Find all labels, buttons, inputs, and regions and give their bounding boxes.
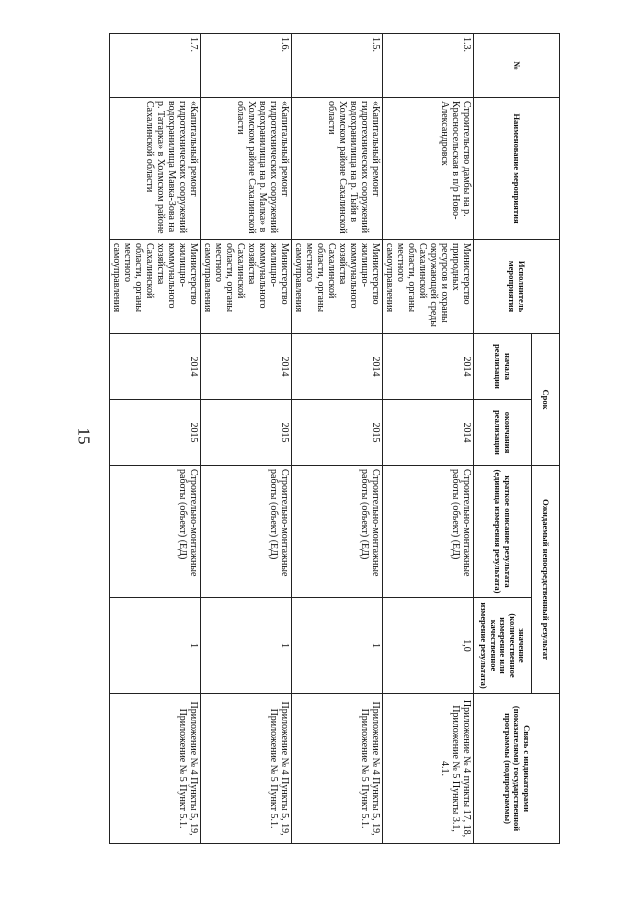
result-value: 1	[292, 598, 383, 694]
header-row-top	[532, 34, 560, 844]
rotated-table-sheet	[111, 33, 560, 843]
row-number: 1.3.	[383, 34, 474, 98]
start-year: 2014	[110, 334, 201, 400]
indicator-link: Приложение № 4 пункты 17, 18, Приложение № 5 Пункты 3.1, 4.1.	[383, 694, 474, 844]
activity-name: Строительство дамбы на р. Красносельская в п/р Ново-Александровск	[383, 98, 474, 240]
row-number: 1.6.	[201, 34, 292, 98]
activity-name: «Капитальный ремонт гидротехнических сооружений водохранилища на р. Тыйя в Холмском районе Сахалинской области	[292, 98, 383, 240]
start-year: 2014	[383, 334, 474, 400]
table-row	[383, 34, 474, 844]
start-year: 2014	[292, 334, 383, 400]
result-description: Строительно-монтажные работы (объект) (ЕД)	[292, 466, 383, 598]
executor: Министерство жилищно-коммунального хозяйства Сахалинской области, органы местного самоуправления	[110, 240, 201, 334]
end-year: 2014	[383, 400, 474, 466]
header-term: Срок	[532, 334, 560, 466]
activity-name: «Капитальный ремонт гидротехнических сооружений водохранилища Мавка-Зова на р. Татарка» в Холмском районе Сахалинской области	[110, 98, 201, 240]
end-year: 2015	[201, 400, 292, 466]
indicator-link: Приложение № 4 Пункты 5, 19, Приложение № 5 Пункт 5.1.	[292, 694, 383, 844]
header-expected: Ожидаемый непосредственный результат	[532, 466, 560, 694]
result-description: Строительно-монтажные работы (объект) (ЕД)	[383, 466, 474, 598]
table-row	[110, 34, 201, 844]
row-number: 1.7.	[110, 34, 201, 98]
table-row	[292, 34, 383, 844]
header-start: начала реализации	[474, 334, 532, 400]
result-description: Строительно-монтажные работы (объект) (ЕД)	[110, 466, 201, 598]
end-year: 2015	[292, 400, 383, 466]
result-value: 1	[110, 598, 201, 694]
indicator-link: Приложение № 4 Пункты 5, 19, Приложение № 5 Пункт 5.1.	[201, 694, 292, 844]
table-row	[201, 34, 292, 844]
executor: Министерство жилищно-коммунального хозяйства Сахалинской области, органы местного самоуправления	[201, 240, 292, 334]
result-value: 1	[201, 598, 292, 694]
end-year: 2015	[110, 400, 201, 466]
header-value: значение (количественное измерение или качественное измерение результата)	[474, 598, 532, 694]
result-description: Строительно-монтажные работы (объект) (ЕД)	[201, 466, 292, 598]
header-short-desc: краткое описание результата (единица измерения результата)	[474, 466, 532, 598]
indicator-link: Приложение № 4 Пункты 5, 19, Приложение № 5 Пункт 5.1.	[110, 694, 201, 844]
page-number: 15	[74, 427, 94, 445]
header-name: Наименование мероприятия	[474, 98, 560, 240]
activity-name: «Капитальный ремонт гидротехнических сооружений водохранилища на р. Малка» в Холмском районе Сахалинской области	[201, 98, 292, 240]
row-number: 1.5.	[292, 34, 383, 98]
header-link: Связь с индикаторами (показателями) государственной программы (подпрограммы)	[474, 694, 560, 844]
header-executor: Исполнитель мероприятия	[474, 240, 560, 334]
start-year: 2014	[201, 334, 292, 400]
activities-table	[109, 33, 560, 844]
result-value: 1,0	[383, 598, 474, 694]
header-end: окончания реализации	[474, 400, 532, 466]
executor: Министерство природных ресурсов и охраны окружающей среды Сахалинской области, органы местного самоуправления	[383, 240, 474, 334]
header-num: №	[474, 34, 560, 98]
executor: Министерство жилищно-коммунального хозяйства Сахалинской области, органы местного самоуправления	[292, 240, 383, 334]
